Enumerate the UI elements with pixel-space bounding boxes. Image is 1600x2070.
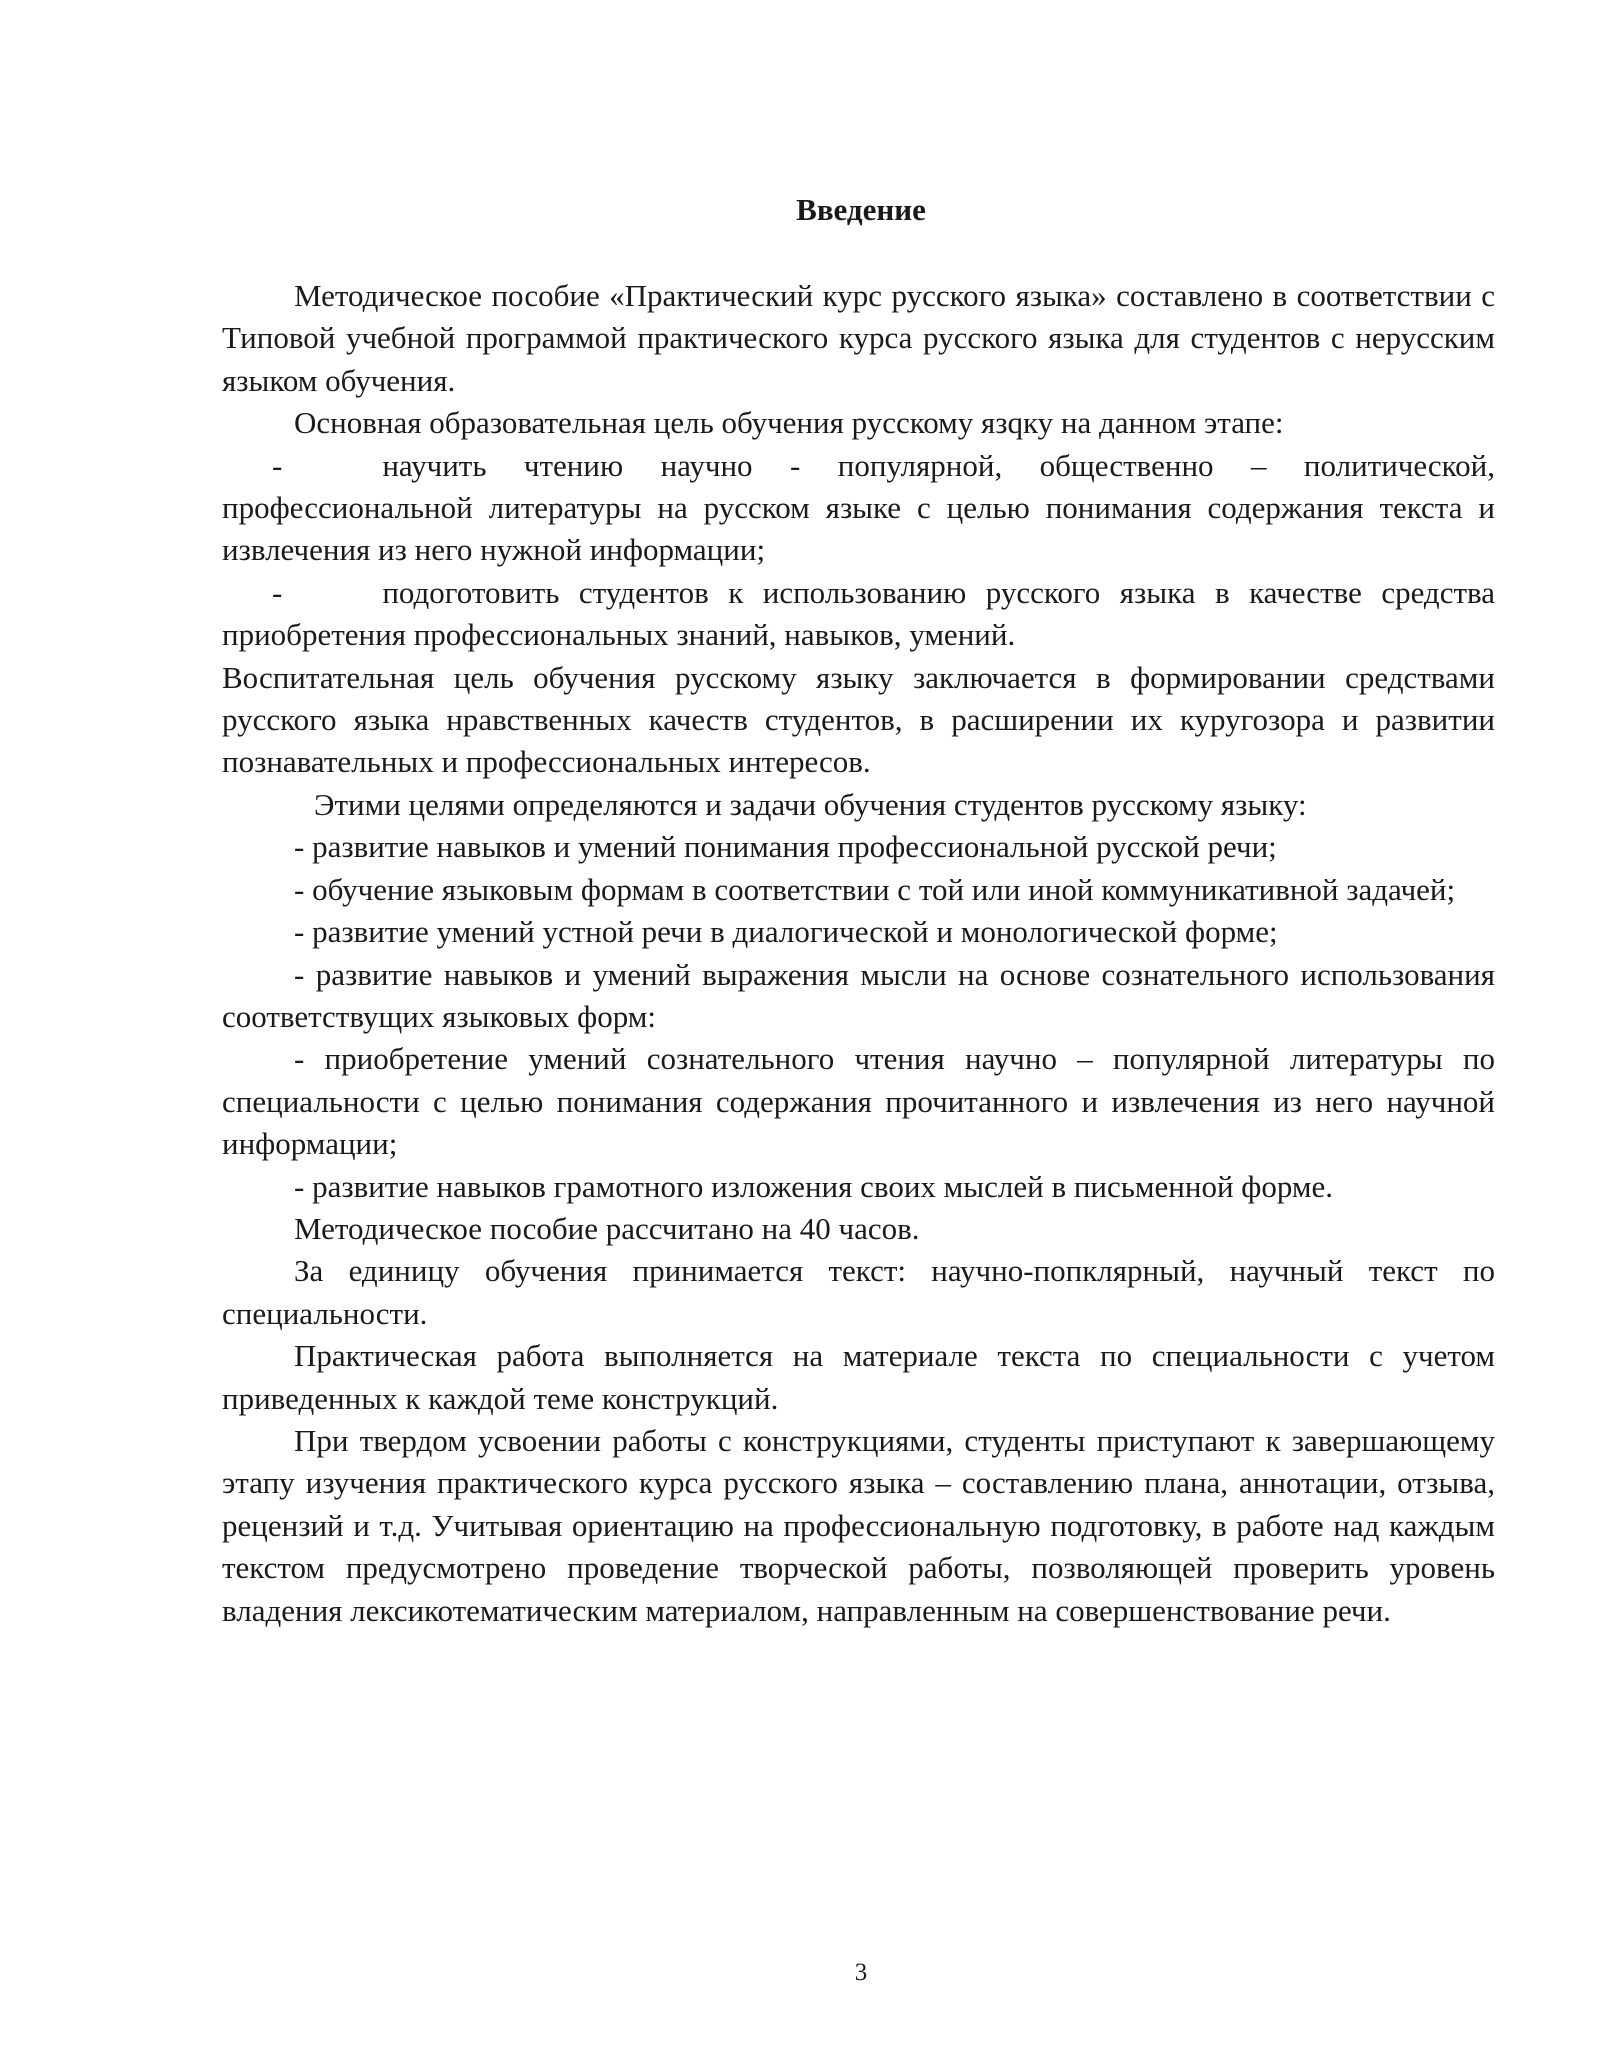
- list-item-goal-preparation: [222, 572, 1495, 657]
- paragraph-educational-goal: Воспитательная цель обучения русскому языку заключается в формировании средствами русского языка нравственных качеств студентов, в расширении их куругозора и развитии познавательных и профессиональных интересов.: [222, 659, 1495, 780]
- paragraph-tasks: Этими целями определяются и задачи обучения студентов русскому языку:: [314, 786, 1307, 822]
- task-item: - приобретение умений сознательного чтения научно – популярной литературы по специальности с целью понимания содержания прочитанного и извлечения из него научной информации;: [222, 1041, 1495, 1162]
- paragraph-main-goal: Основная образовательная цель обучения русскому язqку на данном этапе:: [294, 405, 1284, 441]
- dash-marker: -: [272, 574, 283, 610]
- paragraph-practical-work: Практическая работа выполняется на материале текста по специальности с учетом приведенных к каждой теме конструкций.: [222, 1338, 1495, 1416]
- page-number: 3: [854, 1959, 868, 1986]
- paragraph-final-stage: При твердом усвоении работы с конструкциями, студенты приступают к завершающему этапу изучения практического курса русского языка – составлению плана, аннотации, отзыва, рецензий и т.д. Учитывая ориентацию на профессиональную подготовку, в работе над каждым текстом предусмотрено проведение творческой работы, позволяющей проверить уровень владения лексикотематическим материалом, направленным на совершенствование речи.: [222, 1422, 1495, 1628]
- task-item: - развитие навыков и умений выражения мысли на основе сознательного использования соответствущих языковых форм:: [222, 956, 1495, 1034]
- paragraph-intro: Методическое пособие «Практический курс русского языка» составлено в соответствии с Типовой учебной программой практического курса русского языка для студентов с нерусским языком обучения.: [222, 278, 1495, 398]
- list-item-text: научить чтению научно - популярной, общественно – политической, профессиональной литературы на русском языке с целью понимания содержания текста и извлечения из него нужной информации;: [222, 447, 1495, 568]
- task-item: - обучение языковым формам в соответствии с той или иной коммуникативной задачей;: [294, 871, 1456, 907]
- list-item-goal-reading: [222, 445, 1495, 572]
- page-title: Введение: [796, 192, 926, 227]
- task-item: - развитие умений устной речи в диалогической и монологической форме;: [294, 914, 1278, 950]
- dash-marker: -: [272, 447, 283, 483]
- task-item: - развитие навыков и умений понимания профессиональной русской речи;: [294, 829, 1277, 865]
- list-item-text: подоготовить студентов к использованию русского языка в качестве средства приобретения профессиональных знаний, навыков, умений.: [222, 574, 1495, 653]
- paragraph-unit: За единицу обучения принимается текст: научно-попклярный, научный текст по специальности.: [222, 1253, 1495, 1331]
- task-item: - развитие навыков грамотного изложения своих мыслей в письменной форме.: [294, 1168, 1334, 1204]
- paragraph-hours: Методическое пособие рассчитано на 40 часов.: [294, 1210, 920, 1246]
- body-text: [222, 275, 1495, 1632]
